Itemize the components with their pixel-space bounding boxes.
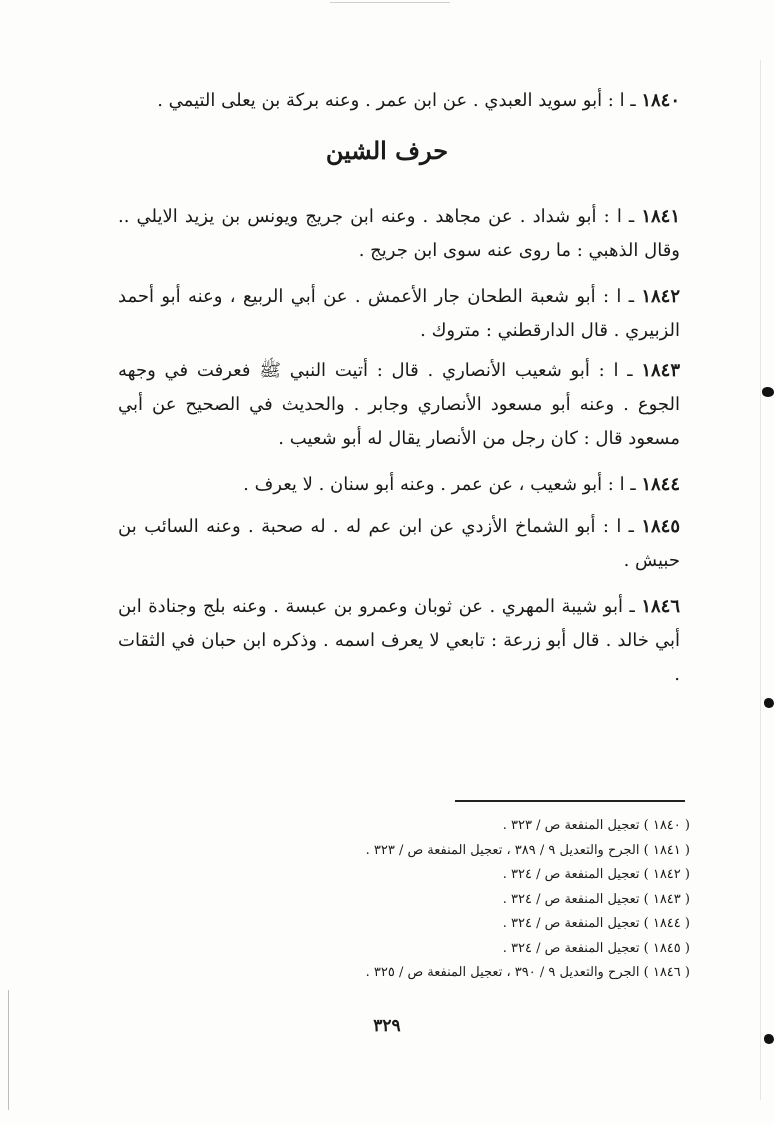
entry-number: ١٨٤٢ <box>641 286 680 307</box>
page-number: ٣٢٩ <box>373 1016 401 1036</box>
entry-text: ـ ا : أبو شعيب ، عن عمر . وعنه أبو سنان . لا يعرف . <box>243 474 636 495</box>
entry-text: ـ ا : أبو شعيب الأنصاري . قال : أتيت النبي ﷺ فعرفت في وجهه الجوع . وعنه أبو مسعود الأنصاري وجابر . والحديث في الصحيح عن أبي مسعود قال : كان رجل من الأنصار يقال له أبو شعيب . <box>118 360 680 449</box>
footnote: ( ١٨٤٤ ) تعجيل المنفعة ص / ٣٢٤ . <box>502 916 690 931</box>
footnote: ( ١٨٤١ ) الجرح والتعديل ٩ / ٣٨٩ ، تعجيل المنفعة ص / ٣٢٣ . <box>365 842 690 858</box>
footnote: ( ١٨٤٢ ) تعجيل المنفعة ص / ٣٢٤ . <box>502 867 690 882</box>
binding-hole-mark <box>762 387 774 397</box>
entry-1845 <box>118 510 680 578</box>
entry-number: ١٨٤٥ <box>641 516 680 537</box>
entry-number: ١٨٤١ <box>641 206 680 227</box>
entry-1840 <box>118 84 680 118</box>
footnotes <box>240 814 690 986</box>
footnote: ( ١٨٤٦ ) الجرح والتعديل ٩ / ٣٩٠ ، تعجيل المنفعة ص / ٣٢٥ . <box>365 965 690 980</box>
entry-number: ١٨٤٠ <box>641 90 680 111</box>
footnote-separator <box>455 800 685 802</box>
entry-1842 <box>118 280 680 348</box>
entry-text: ـ ا : أبو شعبة الطحان جار الأعمش . عن أبي الربيع ، وعنه أبو أحمد الزبيري . قال الدارقطني : متروك . <box>118 286 680 341</box>
scan-edge-top <box>330 2 450 3</box>
footnote: ( ١٨٤٠ ) تعجيل المنفعة ص / ٣٢٣ . <box>502 818 690 833</box>
scan-edge-right <box>760 60 761 1100</box>
entry-number: ١٨٤٣ <box>641 360 680 381</box>
footnote: ( ١٨٤٥ ) تعجيل المنفعة ص / ٣٢٤ . <box>502 940 690 956</box>
entry-text: ـ ا : أبو سويد العبدي . عن ابن عمر . وعنه بركة بن يعلى التيمي . <box>157 90 636 111</box>
entry-text: ـ ا : أبو شداد . عن مجاهد . وعنه ابن جريج ويونس بن يزيد الايلي .. وقال الذهبي : ما روى عنه سوى ابن جريج . <box>118 206 680 261</box>
footnote: ( ١٨٤٣ ) تعجيل المنفعة ص / ٣٢٤ . <box>502 891 690 907</box>
entry-text: ـ أبو شيبة المهري . عن ثوبان وعمرو بن عبسة . وعنه بلج وجنادة ابن أبي خالد . قال أبو زرعة : تابعي لا يعرف اسمه . وذكره ابن حبان في الثقات . <box>118 596 680 685</box>
scan-edge-left <box>8 990 9 1110</box>
entry-text: ـ ا : أبو الشماخ الأزدي عن ابن عم له . له صحبة . وعنه السائب بن حبيش . <box>118 516 680 571</box>
entry-1844 <box>118 468 680 502</box>
entry-1843 <box>118 354 680 456</box>
entry-number: ١٨٤٤ <box>641 474 680 495</box>
entry-1841 <box>118 200 680 268</box>
entry-1846 <box>118 590 680 692</box>
entry-number: ١٨٤٦ <box>641 596 680 617</box>
section-heading: حرف الشين <box>325 136 449 165</box>
binding-hole-mark <box>764 698 774 708</box>
